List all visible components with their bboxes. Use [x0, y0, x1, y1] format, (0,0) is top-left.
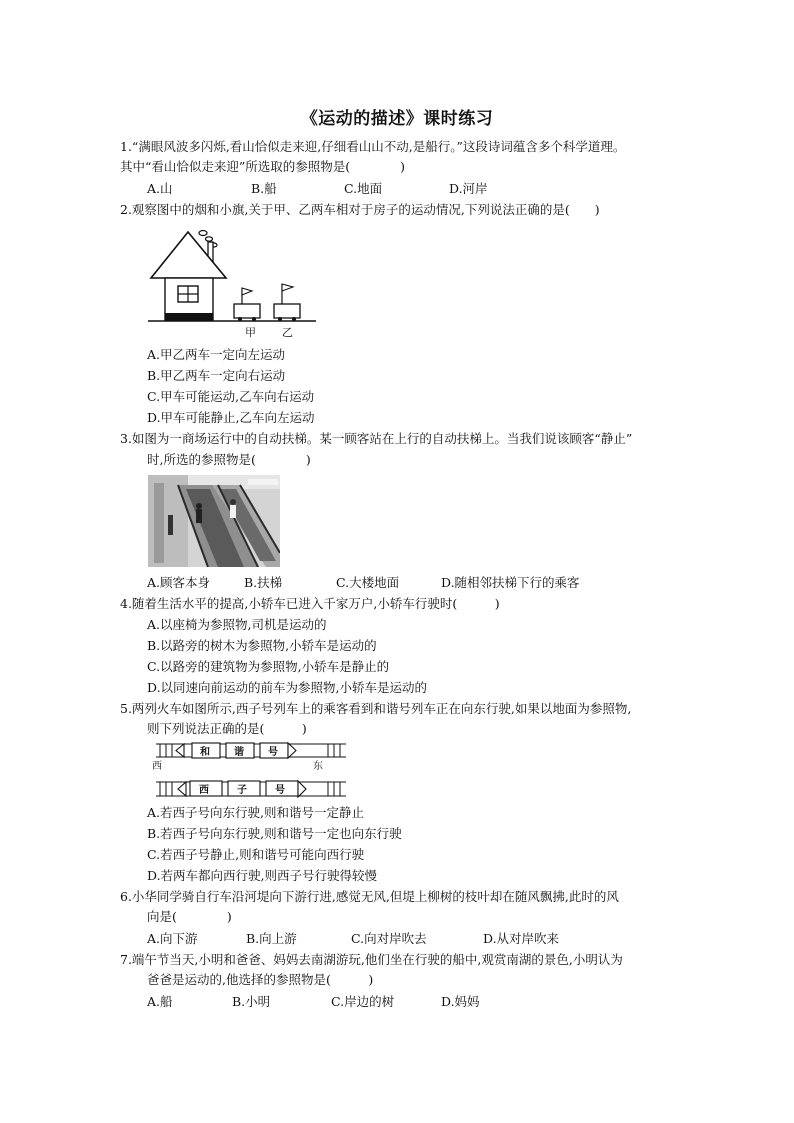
- direction-west: 西: [152, 761, 162, 772]
- q6-option-b: B.向上游: [246, 931, 297, 946]
- label-yi: 乙: [282, 326, 293, 339]
- train2-label-3: 号: [275, 785, 285, 796]
- q1-stem-line1: 1.“满眼风波多闪烁,看山恰似走来迎,仔细看山山不动,是船行。”这段诗词蕴含多个科学道理。: [120, 139, 626, 154]
- flag-yi: [282, 284, 293, 291]
- q3-option-d: D.随相邻扶梯下行的乘客: [441, 575, 580, 590]
- smoke-puff: [199, 231, 207, 236]
- q3-option-a: A.顾客本身: [147, 575, 211, 590]
- two-trains-figure: [148, 740, 354, 802]
- house-foundation: [165, 313, 213, 320]
- q5-option-c: C.若西子号静止,则和谐号可能向西行驶: [147, 847, 365, 862]
- train1-label-2: 谐: [234, 747, 244, 758]
- label-jia: 甲: [245, 326, 256, 339]
- q1-stem-line2: 其中“看山恰似走来迎”所选取的参照物是( ): [120, 159, 406, 174]
- q2-option-c: C.甲车可能运动,乙车向右运动: [147, 389, 315, 404]
- flag-jia: [242, 288, 252, 295]
- q2-option-d: D.甲车可能静止,乙车向左运动: [147, 410, 315, 425]
- house-roof: [151, 232, 226, 278]
- q6-option-a: A.向下游: [147, 931, 198, 946]
- q5-option-d: D.若两车都向西行驶,则西子号行驶得较慢: [147, 868, 378, 883]
- train2-label-1: 西: [199, 785, 209, 796]
- q1-option-a: A.山: [147, 181, 173, 196]
- smoke-puff: [206, 237, 213, 241]
- q3-option-c: C.大楼地面: [336, 575, 400, 590]
- q4-stem: 4.随着生活水平的提高,小轿车已进入千家万户,小轿车行驶时( ): [120, 596, 500, 611]
- q4-option-b: B.以路旁的树木为参照物,小轿车是运动的: [147, 638, 377, 653]
- q1-option-c: C.地面: [344, 181, 383, 196]
- q1-option-d: D.河岸: [449, 181, 488, 196]
- q5-option-b: B.若西子号向东行驶,则和谐号一定也向东行驶: [147, 826, 402, 841]
- q6-option-d: D.从对岸吹来: [483, 931, 560, 946]
- q6-stem-line2: 向是( ): [147, 909, 232, 924]
- q7-option-c: C.岸边的树: [331, 994, 395, 1009]
- direction-east: 东: [313, 761, 323, 772]
- q5-stem-line1: 5.两列火车如图所示,西子号列车上的乘客看到和谐号列车正在向东行驶,如果以地面为参照物,: [120, 701, 632, 716]
- q4-option-d: D.以同速向前运动的前车为参照物,小轿车是运动的: [147, 680, 428, 695]
- train1-label-1: 和: [200, 747, 210, 758]
- q7-stem-line2: 爸爸是运动的,他选择的参照物是( ): [147, 972, 374, 987]
- car-yi: [274, 304, 300, 318]
- q6-option-c: C.向对岸吹去: [351, 931, 427, 946]
- q7-option-a: A.船: [147, 994, 173, 1009]
- train2-label-2: 子: [237, 785, 247, 796]
- q3-stem-line2: 时,所选的参照物是( ): [147, 452, 311, 467]
- q3-option-b: B.扶梯: [244, 575, 283, 590]
- q1-option-b: B.船: [251, 181, 277, 196]
- q2-stem: 2.观察图中的烟和小旗,关于甲、乙两车相对于房子的运动情况,下列说法正确的是( ): [120, 202, 600, 217]
- q5-option-a: A.若西子号向东行驶,则和谐号一定静止: [147, 805, 364, 820]
- q2-option-b: B.甲乙两车一定向右运动: [147, 368, 286, 383]
- escalator-photo: [148, 475, 280, 567]
- page-title: 《运动的描述》课时练习: [300, 109, 494, 129]
- house-cars-figure: [146, 224, 318, 340]
- q3-stem-line1: 3.如图为一商场运行中的自动扶梯。某一顾客站在上行的自动扶梯上。当我们说该顾客“静止”: [120, 431, 633, 446]
- q4-option-a: A.以座椅为参照物,司机是运动的: [147, 617, 327, 632]
- q4-option-c: C.以路旁的建筑物为参照物,小轿车是静止的: [147, 659, 390, 674]
- q7-option-b: B.小明: [232, 994, 271, 1009]
- q2-option-a: A.甲乙两车一定向左运动: [147, 347, 286, 362]
- q7-stem-line1: 7.端午节当天,小明和爸爸、妈妈去南湖游玩,他们坐在行驶的船中,观赏南湖的景色,小明认为: [120, 952, 623, 967]
- car-jia: [234, 304, 260, 318]
- q6-stem-line1: 6.小华同学骑自行车沿河堤向下游行进,感觉无风,但堤上柳树的枝叶却在随风飘拂,此时的风: [120, 889, 619, 904]
- train1-label-3: 号: [268, 747, 278, 758]
- q7-option-d: D.妈妈: [441, 994, 480, 1009]
- q5-stem-line2: 则下列说法正确的是( ): [147, 721, 307, 736]
